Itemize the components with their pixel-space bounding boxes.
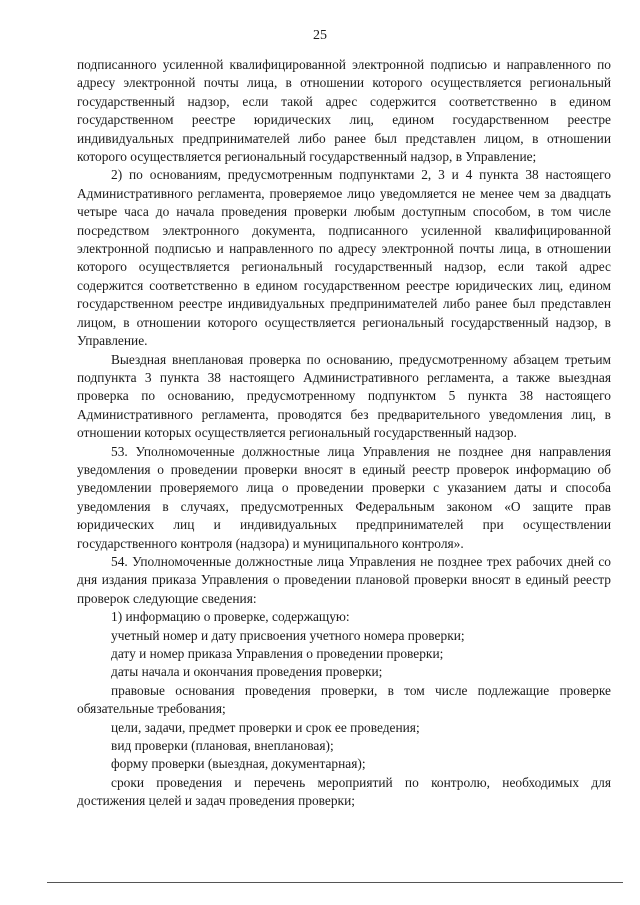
list-item-goals: цели, задачи, предмет проверки и срок ее проведения;	[111, 719, 420, 735]
list-item-type: вид проверки (плановая, внеплановая);	[111, 738, 334, 754]
paragraph-unannounced-inspection: Выездная внеплановая проверка по основанию, предусмотренному абзацем третьим подпункта 3 пункта 38 настоящего Административного регламента, а также выездная проверка по основанию, предусмотренному подпунктом 5 пункта 38 настоящего Административного регламента, проводятся без предварительного уведомления лиц, в отношении которых осуществляется региональный государственный надзор.	[77, 351, 611, 441]
list-item-inspection-info: 1) информацию о проверке, содержащую:	[111, 609, 350, 625]
list-item-form: форму проверки (выездная, документарная);	[111, 756, 366, 772]
list-item-legal-grounds: правовые основания проведения проверки, в том числе подлежащие проверке обязательные требования;	[77, 682, 611, 717]
paragraph-53: 53. Уполномоченные должностные лица Управления не позднее дня направления уведомления о проведении проверки вносят в единый реестр проверок информацию об уведомлении проверяемого лица о проведении проверки с указанием даты и способа уведомления в случаях, предусмотренных Федеральным законом «О защите прав юридических лиц и индивидуальных предпринимателей при осуществлении государственного контроля (надзора) и муниципального контроля».	[77, 443, 611, 551]
page-bottom-rule	[47, 882, 623, 883]
paragraph-continuation: подписанного усиленной квалифицированной электронной подписью и направленного по адресу электронной почты лица, в отношении которого осуществляется региональный государственный надзор, если такой адрес содержится соответственно в едином государственном реестре юридических лиц, едином государственном реестре индивидуальных предпринимателей либо ранее был представлен лицом, в отношении которого осуществляется региональный государственный надзор, в Управление;	[77, 57, 611, 165]
list-item-registration-number: учетный номер и дату присвоения учетного номера проверки;	[111, 627, 465, 643]
document-body	[77, 56, 611, 811]
paragraph-54: 54. Уполномоченные должностные лица Управления не позднее трех рабочих дней со дня издания приказа Управления о проведении плановой проверки вносят в единый реестр проверок следующие сведения:	[77, 553, 611, 606]
page-number: 25	[313, 28, 327, 43]
paragraph-item-2: 2) по основаниям, предусмотренным подпунктами 2, 3 и 4 пункта 38 настоящего Административного регламента, проверяемое лицо уведомляется не менее чем за двадцать четыре часа до начала проведения проверки любым доступным способом, в том числе посредством электронного документа, подписанного усиленной квалифицированной электронной подписью и направленного по адресу электронной почты лица, в отношении которого осуществляется региональный государственный надзор, если такой адрес содержится соответственно в едином государственном реестре юридических лиц, едином государственном реестре индивидуальных предпринимателей либо ранее был представлен лицом, в отношении которого осуществляется региональный государственный надзор, в Управление.	[77, 167, 611, 349]
list-item-dates: даты начала и окончания проведения проверки;	[111, 664, 383, 680]
list-item-order-date: дату и номер приказа Управления о проведении проверки;	[111, 646, 444, 661]
list-item-timing: сроки проведения и перечень мероприятий по контролю, необходимых для достижения целей и задач проведения проверки;	[77, 774, 611, 809]
